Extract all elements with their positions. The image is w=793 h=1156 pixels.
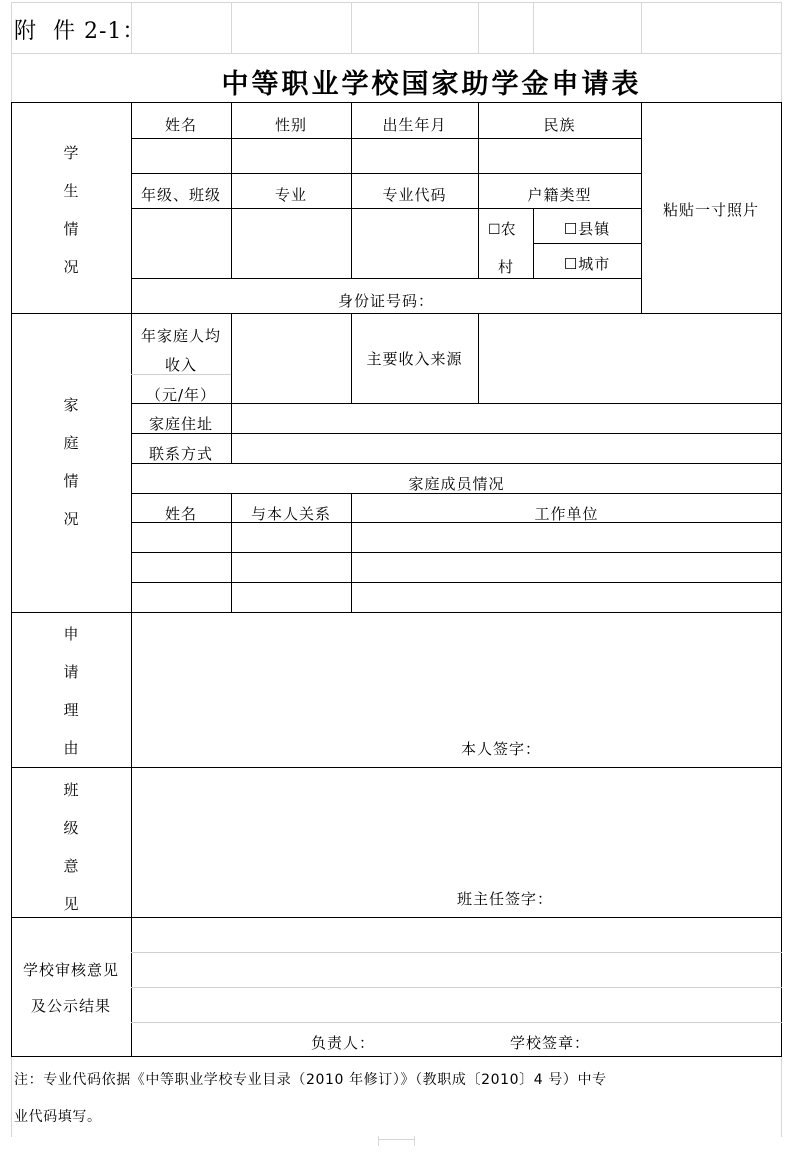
student-section-label: 学 生 情 况: [63, 144, 79, 276]
attachment-label: 附 件 2-1：: [14, 19, 146, 44]
city-checkbox[interactable]: ☐城市: [563, 254, 611, 273]
income-source-label: 主要收入来源: [366, 349, 463, 368]
reason-section-label: 申 请 理 由: [63, 625, 79, 757]
ethnicity-field[interactable]: [479, 139, 640, 172]
member-name-field[interactable]: [132, 523, 230, 551]
member-name-label: 姓名: [164, 504, 197, 523]
grade-class-field[interactable]: [132, 209, 230, 277]
class-opinion-section-label: 班 级 意 见: [63, 781, 79, 913]
responsible-person-label: 负责人：: [311, 1034, 376, 1052]
relation-field[interactable]: [232, 553, 350, 581]
family-section-label: 家 庭 情 况: [63, 396, 79, 528]
relation-label: 与本人关系: [250, 504, 331, 523]
teacher-signature-label: 班主任签字：: [457, 890, 554, 908]
id-number-label: 身份证号码：: [337, 291, 434, 310]
birth-date-field[interactable]: [352, 139, 477, 172]
member-name-field[interactable]: [132, 583, 230, 611]
household-type-label: 户籍类型: [527, 186, 592, 204]
rural-label: 农: [500, 220, 516, 238]
rural-label-cont: 村: [498, 258, 514, 276]
address-label: 家庭住址: [148, 414, 213, 433]
class-opinion-field[interactable]: [132, 768, 780, 878]
birth-date-label: 出生年月: [382, 115, 447, 134]
workplace-field[interactable]: [352, 553, 780, 581]
school-review-label: [11, 957, 131, 1029]
major-label: 专业: [274, 186, 307, 204]
name-label: 姓名: [164, 115, 197, 134]
name-field[interactable]: [132, 139, 230, 172]
income-source-field[interactable]: [479, 314, 780, 402]
rural-checkbox[interactable]: [488, 218, 516, 239]
rural-checkbox-box[interactable]: ☐: [488, 222, 501, 238]
member-name-field[interactable]: [132, 553, 230, 581]
relation-field[interactable]: [232, 583, 350, 611]
major-code-field[interactable]: [352, 209, 477, 277]
workplace-label: 工作单位: [534, 504, 599, 523]
income-label-line2: 收入: [164, 355, 197, 374]
footnote-line-1: 注：专业代码依据《中等职业学校专业目录（2010 年修订）》（教职成〔2010〕4 号）中专: [14, 1072, 607, 1088]
major-field[interactable]: [232, 209, 350, 277]
workplace-field[interactable]: [352, 523, 780, 551]
reason-field[interactable]: [132, 613, 780, 733]
school-review-label-line1: 学校审核意见: [22, 961, 119, 979]
income-label-line1: 年家庭人均: [140, 326, 221, 345]
contact-field[interactable]: [232, 434, 780, 462]
town-checkbox[interactable]: ☐县镇: [563, 219, 611, 238]
family-members-header: 家庭成员情况: [408, 474, 505, 493]
school-review-field[interactable]: [132, 918, 780, 1018]
income-field[interactable]: [232, 314, 350, 402]
gender-label: 性别: [274, 115, 307, 134]
income-label-line3: （元/年）: [145, 385, 217, 404]
workplace-field[interactable]: [352, 583, 780, 611]
school-seal-label: 学校签章：: [510, 1034, 591, 1052]
applicant-signature-label: 本人签字：: [461, 740, 542, 758]
photo-placeholder[interactable]: 粘贴一寸照片: [662, 200, 759, 219]
address-field[interactable]: [232, 404, 780, 432]
major-code-label: 专业代码: [382, 186, 447, 204]
page-title: 中等职业学校国家助学金申请表: [221, 69, 642, 100]
gender-field[interactable]: [232, 139, 350, 172]
footnote-line-2: 业代码填写。: [14, 1109, 102, 1125]
contact-label: 联系方式: [148, 444, 213, 463]
ethnicity-label: 民族: [543, 115, 576, 134]
relation-field[interactable]: [232, 523, 350, 551]
school-review-label-line2: 及公示结果: [30, 997, 111, 1015]
grade-class-label: 年级、班级: [140, 186, 221, 204]
